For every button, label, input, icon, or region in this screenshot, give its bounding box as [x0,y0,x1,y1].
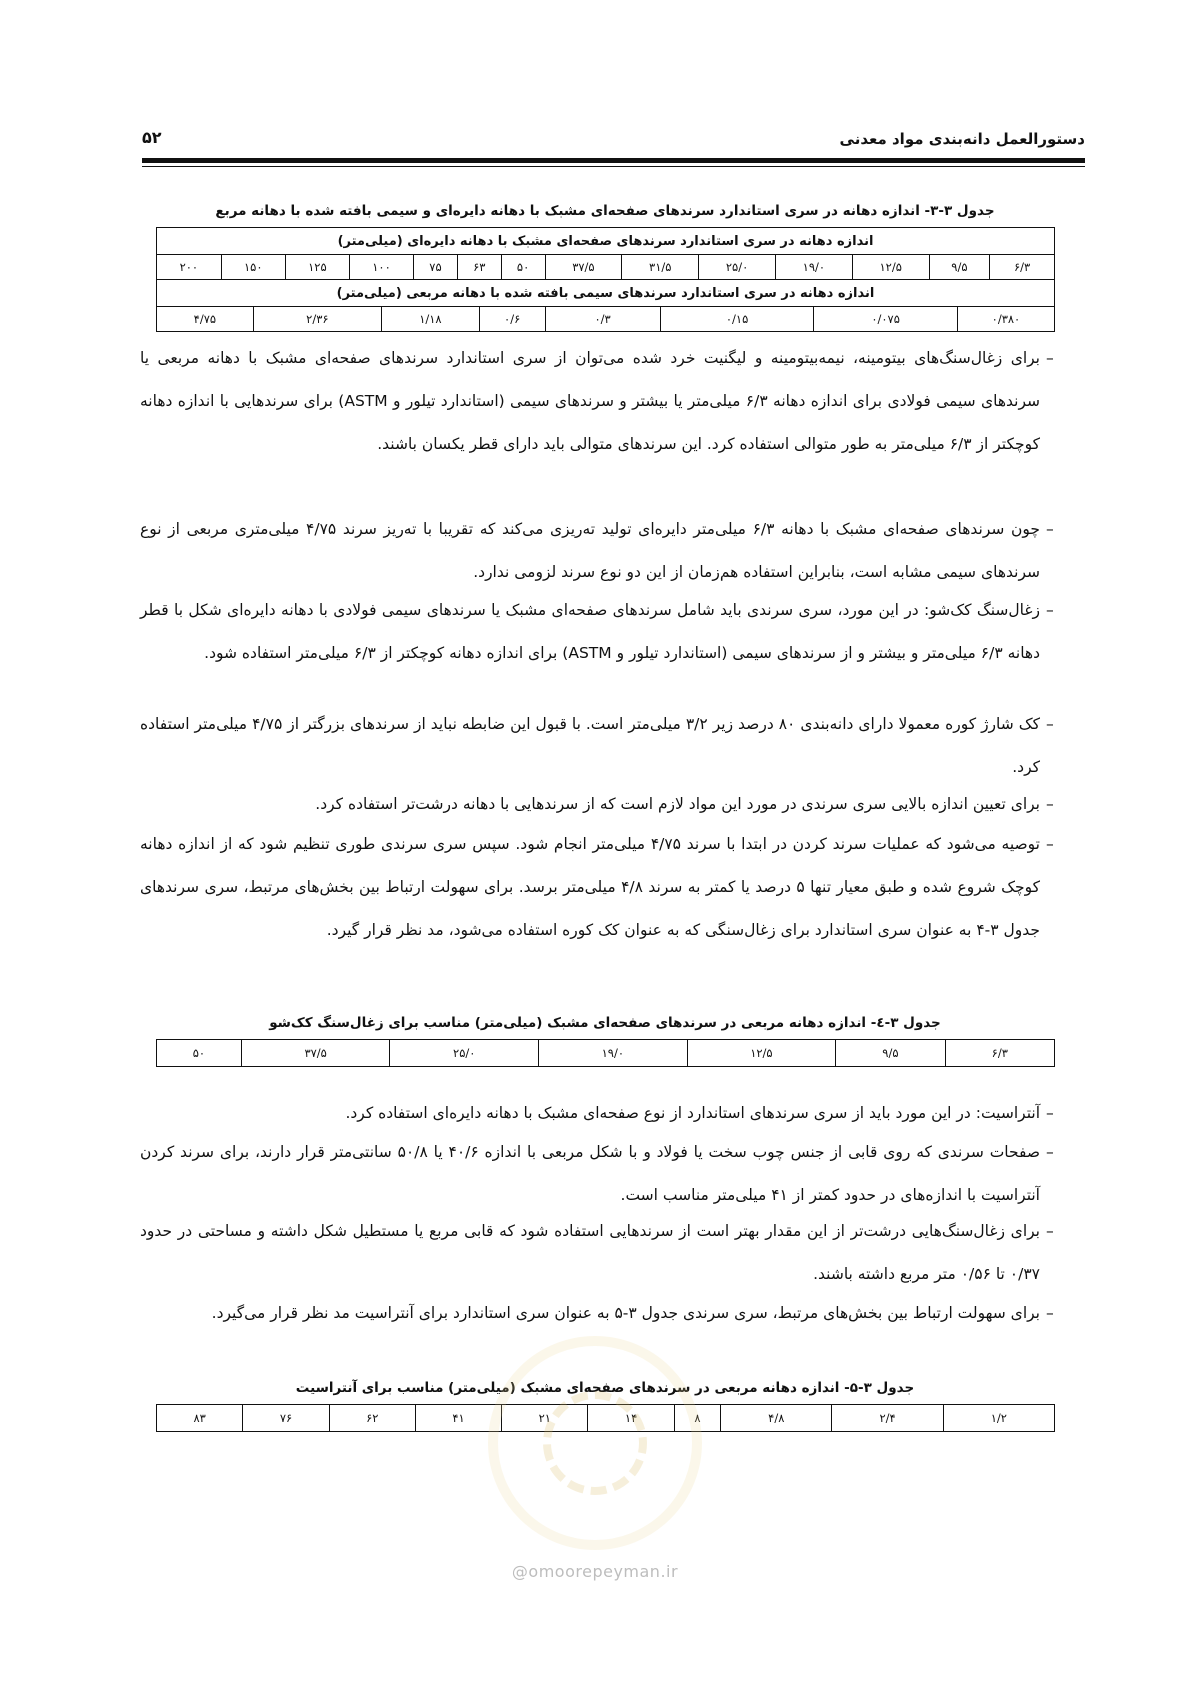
table-cell: ۴/۸ [721,1405,832,1432]
table-cell: ۲۱ [502,1405,588,1432]
running-header [142,124,1085,158]
page-number: ۵۲ [142,128,162,147]
table-cell: ۸ [674,1405,720,1432]
table5-caption: جدول ۳-۵- اندازه دهانه مربعی در سرندهای صفحه‌ای مشبک (میلی‌متر) مناسب برای آنتراسیت [295,1380,915,1396]
table-cell: ۲۵/۰ [390,1040,539,1067]
table5-row [157,1405,1055,1432]
bullet-dash: – [1046,601,1054,619]
header-rule-thick [142,158,1085,163]
table-cell: ۰/۳ [545,307,660,332]
table3-row1-header: اندازه دهانه در سری استاندارد سرندهای صفحه‌ای مشبک با دهانه دایره‌ای (میلی‌متر) [157,228,1055,255]
table-cell: ۳۷/۵ [241,1040,390,1067]
table-cell: ۱۴ [588,1405,674,1432]
watermark-seal [488,1336,702,1550]
paragraph: کک شارژ کوره معمولا دارای دانه‌بندی ۸۰ درصد زیر ۳/۲ میلی‌متر است. با قبول این ضابطه نباید از سرندهای بزرگتر از ۴/۷۵ میلی‌متر استفاده کرد. [140,715,1040,776]
paragraph: برای زغال‌سنگ‌های بیتومینه، نیمه‌بیتومینه و لیگنیت خرد شده می‌توان از سری استاندارد سرندهای صفحه‌ای مشبک با دهانه مربعی یا سرندهای سیمی فولادی برای اندازه دهانه ۶/۳ میلی‌متر یا بیشتر و سرندهای سیمی (استاندارد تیلور و ASTM) برای سرندهایی با اندازه دهانه کوچکتر از ۶/۳ میلی‌متر به طور متوالی استفاده کرد. این سرندهای متوالی باید دارای قطر یکسان باشند. [140,349,1041,453]
table-cell: ۹/۵ [929,255,990,280]
table-cell: ۶/۳ [990,255,1055,280]
table-cell: ۰/۳۸۰ [957,307,1054,332]
table-cell: ۶۲ [329,1405,415,1432]
bullet-dash: – [1046,1222,1054,1240]
table-cell: ۴۱ [415,1405,501,1432]
paragraph: آنتراسیت: در این مورد باید از سری سرندهای استاندارد از نوع صفحه‌ای مشبک با دهانه دایره‌ای استفاده کرد. [345,1104,1040,1122]
table-cell: ۱/۱۸ [381,307,479,332]
table-cell: ۱/۲ [943,1405,1054,1432]
table-cell: ۳۷/۵ [545,255,622,280]
table-cell: ۲/۳۶ [253,307,381,332]
table-cell: ۰/۰۷۵ [814,307,958,332]
header-rule-thin [142,166,1085,167]
table-cell: ۱۵۰ [221,255,285,280]
paragraph: چون سرندهای صفحه‌ای مشبک با دهانه ۶/۳ میلی‌متر دایره‌ای تولید ته‌ریزی می‌کند که تقریبا با ته‌ریز سرند ۴/۷۵ میلی‌متری مربعی از نوع سرندهای سیمی مشابه است، بنابراین استفاده هم‌زمان از این دو نوع سرند لزومی ندارد. [140,520,1040,581]
bullet-dash: – [1046,715,1054,733]
table-cell: ۲/۴ [832,1405,943,1432]
table-cell: ۱۲/۵ [852,255,929,280]
paragraph: برای زغال‌سنگ‌هایی درشت‌تر از این مقدار بهتر است از سرندهایی استفاده شود که قابی مربع یا مستطیل شکل داشته و مساحتی در حدود ۰/۳۷ تا ۰/۵۶ متر مربع داشته باشند. [140,1222,1040,1283]
bullet-dash: – [1046,835,1054,853]
bullet-dash: – [1046,1143,1054,1161]
table-cell: ۳۱/۵ [622,255,699,280]
table4-row [157,1040,1055,1067]
table3 [156,227,1055,332]
table-cell: ۶۳ [457,255,501,280]
table3-row2-header: اندازه دهانه در سری استاندارد سرندهای سیمی بافته شده با دهانه مربعی (میلی‌متر) [157,280,1055,307]
paragraph: توصیه می‌شود که عملیات سرند کردن در ابتدا با سرند ۴/۷۵ میلی‌متر انجام شود. سپس سری سرندی طوری تنظیم شود که از اندازه دهانه کوچک شروع شده و طبق معیار تنها ۵ درصد یا کمتر به سرند ۴/۸ میلی‌متر برسد. برای سهولت ارتباط بین بخش‌های مرتبط، سری سرندهای جدول ۳-۴ به عنوان سری استاندارد برای زغال‌سنگی که به عنوان کک کوره استفاده می‌شود، مد نظر قرار گیرد. [140,835,1041,939]
paragraph: صفحات سرندی که روی قابی از جنس چوب سخت یا فولاد و با شکل مربعی با اندازه ۴۰/۶ یا ۵۰/۸ سانتی‌متر قرار دارند، برای سرند کردن آنتراسیت با اندازه‌های در حدود کمتر از ۴۱ میلی‌متر مناسب است. [140,1143,1041,1204]
table-cell: ۷۵ [414,255,458,280]
table3-row2 [157,307,1055,332]
bullet-dash: – [1046,349,1054,367]
table-cell: ۱۲۵ [285,255,349,280]
table-cell: ۴/۷۵ [157,307,254,332]
table-cell: ۱۰۰ [349,255,413,280]
bullet-dash: – [1046,795,1054,813]
table4-caption: جدول ۳-٤- اندازه دهانه مربعی در سرندهای صفحه‌ای مشبک (میلی‌متر) مناسب برای زغال‌سنگ کک‌شو [269,1015,941,1031]
table4 [156,1039,1055,1067]
bullet-dash: – [1046,1304,1054,1322]
book-title: دستورالعمل دانه‌بندی مواد معدنی [839,130,1085,148]
paragraph: برای سهولت ارتباط بین بخش‌های مرتبط، سری سرندی جدول ۳-۵ به عنوان سری استاندارد برای آنتراسیت مد نظر قرار می‌گیرد. [211,1304,1040,1322]
paragraph: زغال‌سنگ کک‌شو: در این مورد، سری سرندی باید شامل سرندهای صفحه‌ای مشبک یا سرندهای سیمی فولادی با دهانه دایره‌ای شکل با قطر دهانه ۶/۳ میلی‌متر و بیشتر و از سرندهای سیمی (استاندارد تیلور و ASTM) برای اندازه دهانه کوچکتر از ۶/۳ میلی‌متر استفاده شود. [140,601,1040,662]
table-cell: ۵۰ [501,255,545,280]
table-cell: ۹/۵ [836,1040,945,1067]
table-cell: ۵۰ [157,1040,242,1067]
table-cell: ۰/۶ [479,307,545,332]
paragraph: برای تعیین اندازه بالایی سری سرندی در مورد این مواد لازم است که از سرندهایی با دهانه درشت‌تر استفاده کرد. [315,795,1040,813]
bullet-dash: – [1046,1104,1054,1122]
table-cell: ۱۹/۰ [775,255,852,280]
table-cell: ۲۵/۰ [699,255,776,280]
table-cell: ۲۰۰ [157,255,222,280]
table-cell: ۶/۳ [945,1040,1054,1067]
bullet-dash: – [1046,520,1054,538]
table-cell: ۸۳ [157,1405,243,1432]
table-cell: ۷۶ [243,1405,329,1432]
table-cell: ۰/۱۵ [660,307,814,332]
table3-row1 [157,255,1055,280]
watermark-url: @omoorepeyman.ir [511,1562,679,1581]
table3-caption: جدول ۳-۳- اندازه دهانه در سری استاندارد سرندهای صفحه‌ای مشبک با دهانه دایره‌ای و سیمی بافته شده با دهانه مربع [215,203,995,219]
table-cell: ۱۲/۵ [687,1040,836,1067]
table5 [156,1404,1055,1432]
table-cell: ۱۹/۰ [539,1040,688,1067]
